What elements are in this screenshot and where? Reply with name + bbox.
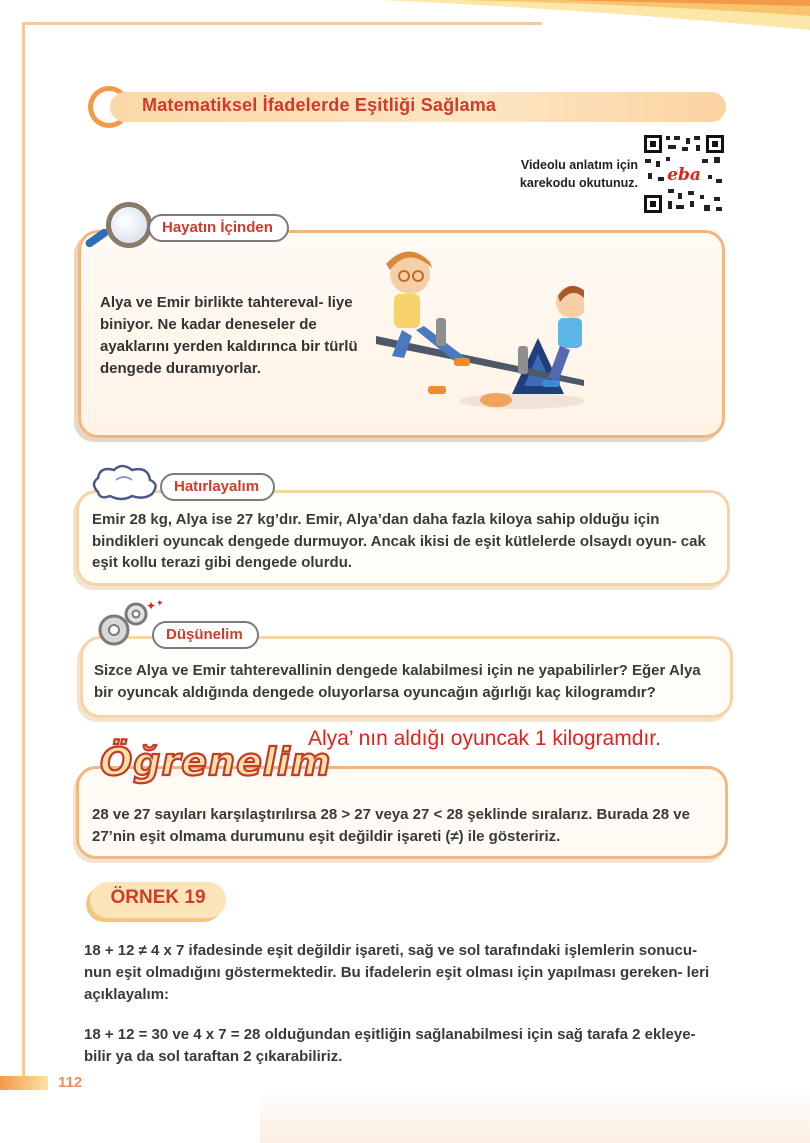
page-title: Matematiksel İfadelerde Eşitliği Sağlama <box>142 95 497 115</box>
handwritten-answer: Alya’ nın aldığı oyuncak 1 kilogramdır. <box>308 727 661 750</box>
seesaw-illustration <box>372 246 584 414</box>
ogrenelim-title: Öğrenelim <box>100 740 332 784</box>
magnifier-icon <box>106 202 152 248</box>
ornek-paragraph-1: 18 + 12 ≠ 4 x 7 ifadesinde eşit değildir işareti, sağ ve sol tarafındaki işlemlerin sonucu- nun eşit olmadığını göstermektedir. Bu ifadelerin eşit olması için yapılması gereken- leri açıklayalım: <box>84 942 710 1003</box>
hayatin-icinden-text: Alya ve Emir birlikte tahtereval- liye biniyor. Ne kadar deneseler de ayaklarını yerden kaldırınca bir türlü dengede duramıyorlar. <box>100 294 358 377</box>
hayatin-icinden-label: Hayatın İçinden <box>148 214 289 242</box>
svg-text:✦: ✦ <box>146 599 157 613</box>
footer-bar <box>0 1076 48 1090</box>
qr-caption <box>500 156 638 192</box>
svg-text:✦: ✦ <box>156 599 164 609</box>
ogrenelim-text: 28 ve 27 sayıları karşılaştırılırsa 28 > 27 veya 27 < 28 şeklinde sıralarız. Burada 28 ve 27’nin eşit olmama durumunu eşit değildir işareti (≠) ile gösteririz. <box>92 806 690 845</box>
hatirlayalim-text: Emir 28 kg, Alya ise 27 kg’dır. Emir, Alya’dan daha fazla kiloya sahip olduğu için bindikleri oyuncak dengede durmuyor. Ancak ikisi de eşit kütlelerde olsaydı oyun- cak eşit kollu terazi gibi dengede olurdu. <box>92 511 706 571</box>
qr-caption-line2: karekodu okutunuz. <box>519 176 638 190</box>
bottom-decoration <box>260 1090 810 1143</box>
thought-cloud-icon <box>88 462 162 502</box>
dusunelim-text: Sizce Alya ve Emir tahterevallinin dengede kalabilmesi için ne yapabilirler? Eğer Alya bir oyuncak aldığında dengede oluyorlarsa oyuncağın ağırlığı kaç kilogramdır? <box>94 662 701 701</box>
qr-caption-line1: Videolu anlatım için <box>520 158 638 172</box>
page-top-decoration <box>0 0 810 40</box>
ornek-label: ÖRNEK 19 <box>110 887 206 908</box>
qr-code-icon[interactable] <box>642 133 726 215</box>
dusunelim-label: Düşünelim <box>152 621 259 649</box>
ornek-paragraph-2: 18 + 12 = 30 ve 4 x 7 = 28 olduğundan eşitliğin sağlanabilmesi için sağ tarafa 2 ekleye- bilir ya da sol taraftan 2 çıkarabiliriz. <box>84 1026 696 1065</box>
page-top-border <box>22 22 542 25</box>
page-number: 112 <box>58 1074 83 1091</box>
page-left-border <box>22 22 25 1082</box>
eba-badge: eba <box>667 165 701 185</box>
hatirlayalim-label: Hatırlayalım <box>160 473 275 501</box>
